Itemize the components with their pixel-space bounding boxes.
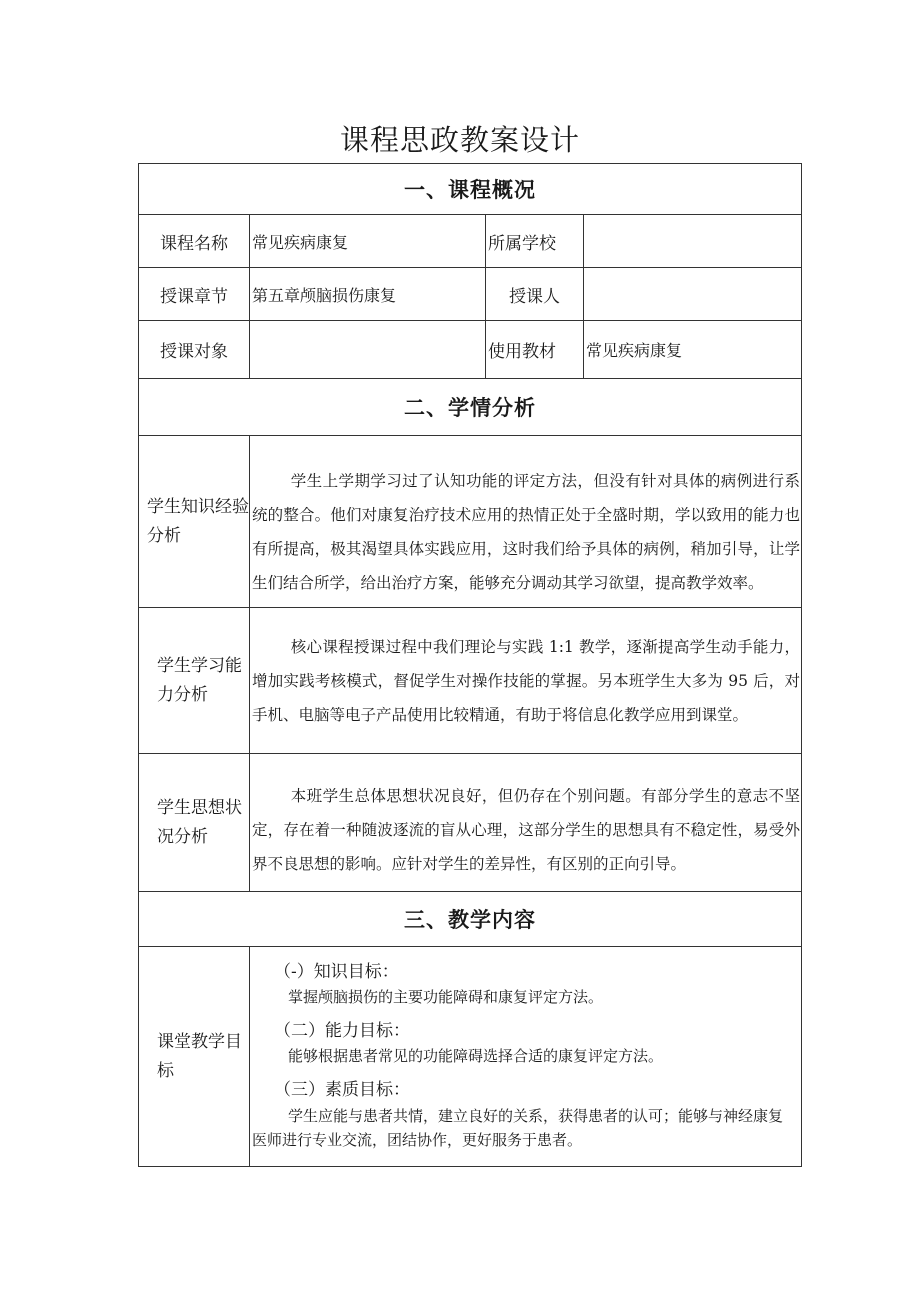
ability-analysis-label: 学生学习能力分析 bbox=[139, 608, 250, 754]
thought-analysis-text: 本班学生总体思想状况良好，但仍存在个别问题。有部分学生的意志不坚定，存在着一种随波逐流的盲从心理，这部分学生的思想具有不稳定性，易受外界不良思想的影响。应针对学生的差异性，有区别的正向引导。 bbox=[250, 754, 802, 892]
lesson-plan-table bbox=[138, 163, 802, 1167]
row-course-name bbox=[139, 215, 802, 268]
knowledge-goal-heading: （-）知识目标： bbox=[274, 962, 399, 982]
section-row-analysis bbox=[139, 379, 802, 436]
document-title: 课程思政教案设计 bbox=[339, 123, 580, 157]
course-name-value: 常见疾病康复 bbox=[250, 215, 486, 268]
quality-goal-heading: （三）素质目标： bbox=[274, 1080, 410, 1100]
ability-analysis-text: 核心课程授课过程中我们理论与实践 1:1 教学，逐渐提高学生动手能力，增加实践考核模式，督促学生对操作技能的掌握。另本班学生大多为 95 后，对手机、电脑等电子产品使用比较精通，有助于将信息化教学应用到课堂。 bbox=[250, 608, 802, 754]
course-name-label: 课程名称 bbox=[139, 215, 250, 268]
section-row-overview bbox=[139, 164, 802, 215]
teaching-goals-label: 课堂教学目标 bbox=[139, 947, 250, 1167]
chapter-value: 第五章颅脑损伤康复 bbox=[250, 268, 486, 321]
section-heading-overview: 一、课程概况 bbox=[139, 164, 802, 215]
row-audience bbox=[139, 321, 802, 379]
row-thought-analysis bbox=[139, 754, 802, 892]
teacher-value bbox=[584, 268, 802, 321]
ability-goal-heading: （二）能力目标： bbox=[274, 1021, 410, 1041]
section-row-content bbox=[139, 892, 802, 947]
textbook-value: 常见疾病康复 bbox=[584, 321, 802, 379]
row-chapter bbox=[139, 268, 802, 321]
row-ability-analysis bbox=[139, 608, 802, 754]
row-teaching-goals bbox=[139, 947, 802, 1167]
ability-goal-text: 能够根据患者常见的功能障碍选择合适的康复评定方法。 bbox=[288, 1047, 664, 1065]
teaching-goals-cell bbox=[250, 947, 802, 1167]
school-value bbox=[584, 215, 802, 268]
section-heading-analysis: 二、学情分析 bbox=[139, 379, 802, 436]
knowledge-analysis-text: 学生上学期学习过了认知功能的评定方法，但没有针对具体的病例进行系统的整合。他们对康复治疗技术应用的热情正处于全盛时期，学以致用的能力也有所提高，极其渴望具体实践应用，这时我们给予具体的病例，稍加引导，让学生们结合所学，给出治疗方案，能够充分调动其学习欲望，提高教学效率。 bbox=[250, 436, 802, 608]
knowledge-goal-text: 掌握颅脑损伤的主要功能障碍和康复评定方法。 bbox=[288, 988, 604, 1006]
row-knowledge-analysis bbox=[139, 436, 802, 608]
school-label: 所属学校 bbox=[486, 215, 584, 268]
thought-analysis-label: 学生思想状况分析 bbox=[139, 754, 250, 892]
knowledge-analysis-label: 学生知识经验分析 bbox=[139, 436, 250, 608]
audience-value bbox=[250, 321, 486, 379]
teacher-label: 授课人 bbox=[486, 268, 584, 321]
audience-label: 授课对象 bbox=[139, 321, 250, 379]
chapter-label: 授课章节 bbox=[139, 268, 250, 321]
section-heading-content: 三、教学内容 bbox=[139, 892, 802, 947]
quality-goal-text: 学生应能与患者共情，建立良好的关系，获得患者的认可；能够与神经康复医师进行专业交流，团结协作，更好服务于患者。 bbox=[252, 1107, 784, 1149]
textbook-label: 使用教材 bbox=[486, 321, 584, 379]
